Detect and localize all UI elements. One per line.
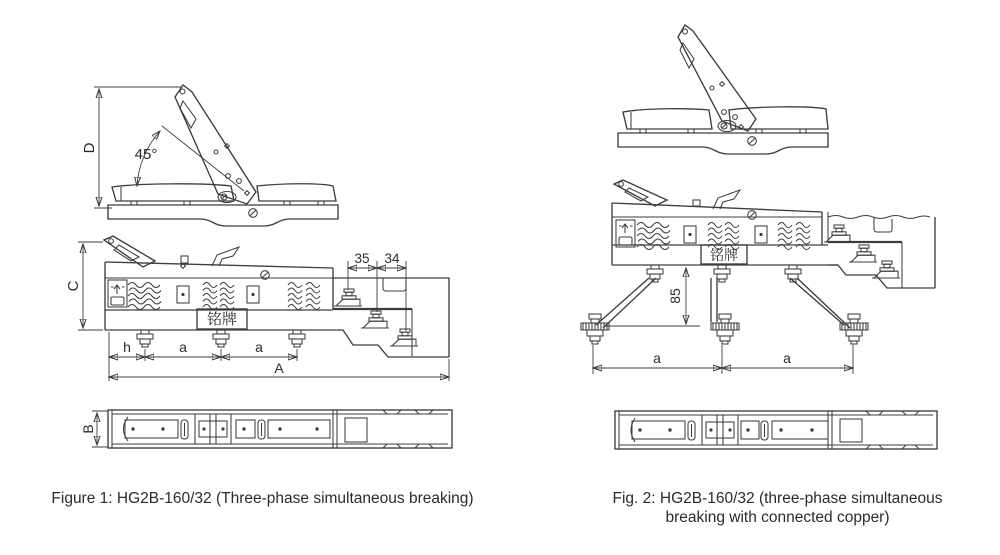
- fig1-dim-a1-label: a: [179, 339, 187, 355]
- figure2-caption-line2: breaking with connected copper): [665, 509, 890, 526]
- fig1-top-view: [81, 85, 338, 226]
- fig2-top-view: [618, 25, 828, 154]
- figure2-caption: [580, 489, 975, 527]
- fig1-dim-B-label: B: [80, 424, 96, 434]
- fig1-dim-D: [81, 87, 181, 208]
- fig2-dim-a1-label: a: [653, 350, 661, 366]
- figure1-caption: Figure 1: HG2B-160/32 (Three-phase simultaneous breaking): [51, 490, 474, 507]
- fig1-angle-annotation: [135, 126, 244, 191]
- fig2-dim-85: [604, 268, 700, 326]
- fig2-dim-a2-label: a: [783, 350, 791, 366]
- fig1-dim-C: [65, 242, 103, 330]
- fig1-dim-34-label: 34: [384, 251, 400, 266]
- fig2-side-view: [581, 180, 935, 374]
- fig1-dim-h-label: h: [123, 339, 131, 355]
- fig2-dim-bottom: [593, 345, 853, 374]
- fig1-dim-35-label: 35: [354, 251, 370, 266]
- fig1-side-view: [65, 236, 449, 381]
- fig1-dim-D-label: D: [81, 142, 98, 154]
- fig1-bottom-view: [80, 410, 452, 448]
- fig1-nameplate-label: 铭牌: [206, 311, 238, 328]
- fig1-dim-A-label: A: [274, 360, 284, 376]
- figure2-caption-line1: Fig. 2: HG2B-160/32 (three-phase simultaneous: [612, 490, 943, 507]
- fig2-bottom-view: [615, 411, 937, 449]
- fig1-dim-C-label: C: [65, 280, 82, 292]
- fig1-dim-B: [80, 411, 108, 447]
- fig2-dim-85-label: 85: [667, 288, 683, 304]
- fig1-angle-label: 45°: [134, 146, 158, 163]
- fig1-dim-a2-label: a: [255, 339, 263, 355]
- fig2-nameplate-label: 铭牌: [710, 247, 738, 263]
